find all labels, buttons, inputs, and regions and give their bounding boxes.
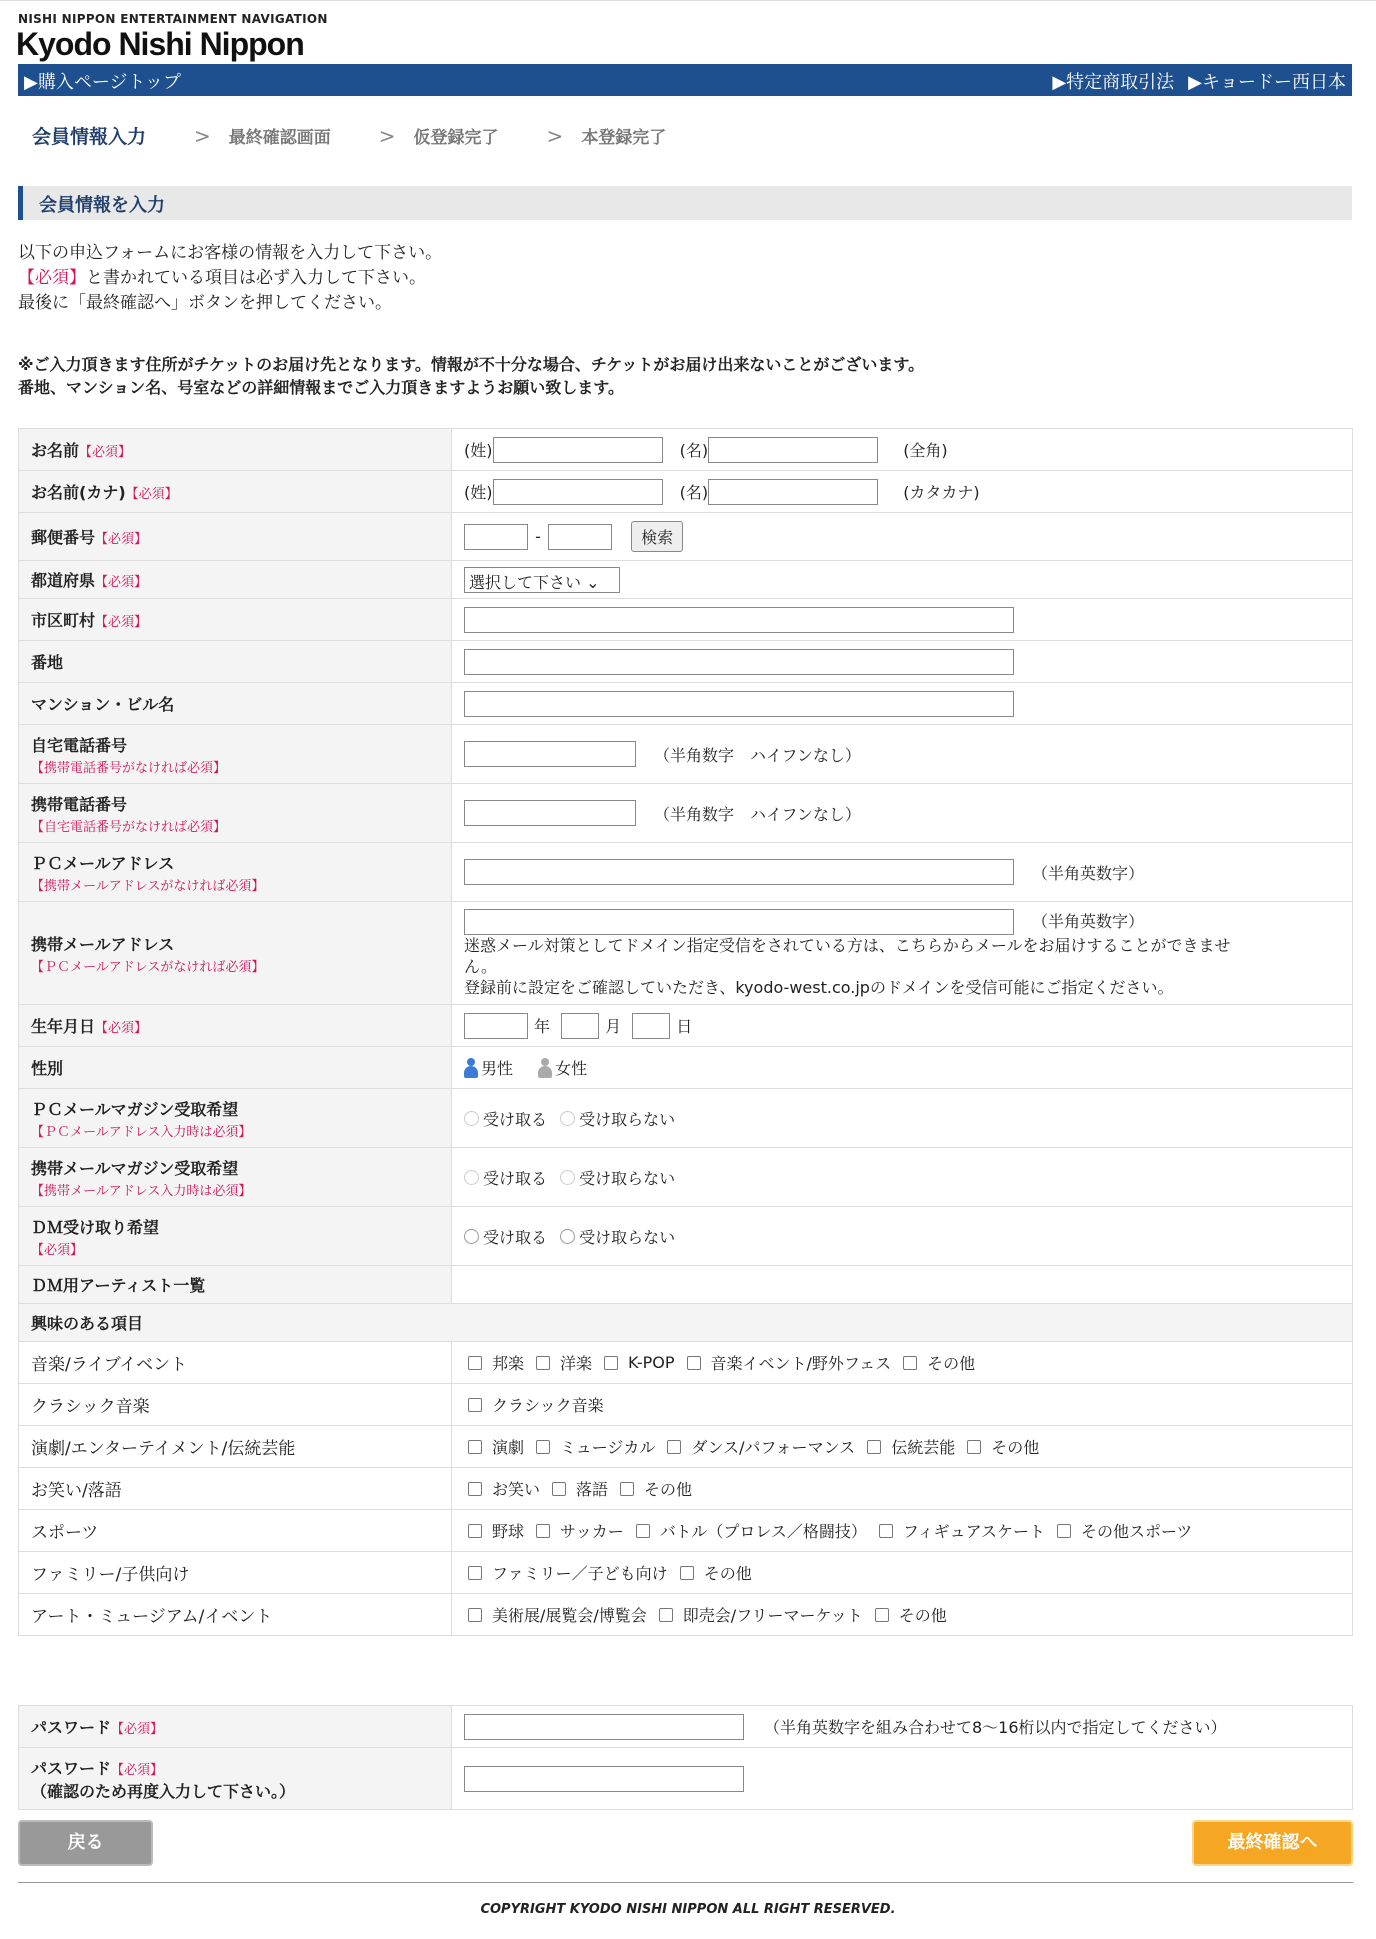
footer-divider	[18, 1882, 1353, 1883]
value-cell	[452, 561, 1353, 599]
row-mobile-mail	[19, 902, 1353, 1005]
required-tag: 【必須】	[18, 268, 86, 288]
brand-logo: Kyodo Nishi Nippon	[16, 26, 304, 62]
row-password	[19, 1706, 1353, 1748]
mobile-mail-input-line	[464, 909, 1340, 935]
step-separator: >	[194, 123, 211, 148]
field-label: ＰＣメールマガジン受取希望	[31, 1099, 239, 1119]
row-gender	[19, 1047, 1353, 1089]
interest-options	[452, 1552, 1353, 1594]
banchi-input[interactable]	[464, 649, 1014, 675]
row-banchi	[19, 641, 1353, 683]
mei-label: (名)	[679, 483, 709, 502]
interest-category: スポーツ	[19, 1510, 452, 1552]
label-cell	[19, 1748, 452, 1810]
member-form-table	[18, 428, 1353, 1636]
interest-option-label: その他	[927, 1354, 976, 1373]
interest-options	[452, 1510, 1353, 1552]
prefecture-selected: 選択して下さい	[469, 572, 582, 592]
required-tag: 【必須】	[95, 615, 148, 630]
mobile-mag-no-radio[interactable]	[560, 1170, 575, 1185]
mobile-tel-input[interactable]	[464, 800, 636, 826]
value-cell	[452, 902, 1353, 1005]
value-cell	[452, 843, 1353, 902]
interest-row	[19, 1552, 1353, 1594]
field-sublabel: 【必須】	[31, 1242, 84, 1258]
row-name	[19, 429, 1353, 471]
interest-row	[19, 1468, 1353, 1510]
year-label: 年	[534, 1017, 551, 1036]
dm-no-radio[interactable]	[560, 1229, 575, 1244]
required-tag: 【必須】	[111, 1762, 164, 1778]
last-name-kana-input[interactable]	[493, 479, 663, 505]
field-label: 市区町村	[31, 611, 96, 630]
field-label: 郵便番号	[31, 528, 96, 547]
interest-option-label: その他	[644, 1480, 693, 1499]
label-cell	[19, 1706, 452, 1748]
radio-label: 受け取らない	[579, 1168, 676, 1188]
value-cell	[452, 1148, 1353, 1207]
intro-line-rest: と書かれている項目は必ず入力して下さい。	[86, 268, 426, 288]
label-cell	[19, 843, 452, 902]
value-cell	[452, 683, 1353, 725]
interest-checkbox[interactable]	[468, 1566, 482, 1580]
birth-day-input[interactable]	[632, 1013, 670, 1039]
top-navbar	[18, 64, 1352, 96]
prefecture-select[interactable]	[464, 567, 620, 593]
address-notice	[18, 353, 924, 399]
value-cell	[452, 471, 1353, 513]
value-cell	[452, 513, 1353, 561]
month-label: 月	[605, 1017, 622, 1036]
pc-mail-input[interactable]	[464, 859, 1014, 885]
male-icon[interactable]	[464, 1058, 478, 1078]
label-cell	[19, 1207, 452, 1266]
interest-option-label: お笑い	[492, 1480, 541, 1499]
label-cell	[19, 725, 452, 784]
value-cell	[452, 429, 1353, 471]
sei-label: (姓)	[464, 483, 493, 502]
home-tel-input[interactable]	[464, 741, 636, 767]
field-sublabel: 【ＰＣメールアドレス入力時は必須】	[31, 1124, 252, 1140]
field-label: マンション・ビル名	[31, 695, 175, 714]
city-input[interactable]	[464, 607, 1014, 633]
field-label: 性別	[31, 1059, 64, 1078]
zip-first-input[interactable]	[464, 524, 528, 550]
sei-label: (姓)	[464, 441, 493, 460]
radio-label: 受け取らない	[579, 1109, 676, 1129]
nav-right-links	[1052, 68, 1346, 94]
interest-options	[452, 1342, 1353, 1384]
top-border	[0, 0, 1376, 6]
step-separator: >	[546, 123, 564, 148]
brand-tagline: NISHI NIPPON ENTERTAINMENT NAVIGATION	[18, 12, 328, 26]
label-cell	[19, 1089, 452, 1148]
field-note: （半角数字 ハイフンなし）	[654, 745, 861, 765]
required-tag: 【必須】	[125, 487, 178, 502]
interest-row	[19, 1384, 1353, 1426]
interest-option-label: 落語	[576, 1480, 609, 1499]
row-dm-artists	[19, 1266, 1353, 1304]
interests-header	[19, 1304, 1353, 1342]
interest-checkbox[interactable]	[620, 1482, 634, 1496]
interest-checkbox[interactable]	[468, 1482, 482, 1496]
label-cell	[19, 1266, 452, 1304]
interest-checkbox[interactable]	[879, 1524, 893, 1538]
radio-label: 受け取る	[483, 1168, 548, 1188]
password-confirm-input[interactable]	[464, 1766, 744, 1792]
building-input[interactable]	[464, 691, 1014, 717]
interest-option-label: 伝統芸能	[891, 1438, 956, 1457]
field-note: (全角)	[903, 441, 948, 460]
interest-checkbox[interactable]	[967, 1440, 981, 1454]
field-note: （半角英数字）	[1032, 863, 1145, 883]
interest-checkbox[interactable]	[680, 1566, 694, 1580]
row-birth	[19, 1005, 1353, 1047]
interest-options	[452, 1426, 1353, 1468]
final-confirm-button[interactable]: 最終確認へ	[1192, 1820, 1353, 1866]
nav-law-link[interactable]: ▶特定商取引法	[1052, 72, 1175, 93]
value-cell	[452, 641, 1353, 683]
interest-category: クラシック音楽	[19, 1384, 452, 1426]
radio-label: 受け取る	[483, 1227, 548, 1247]
value-cell	[452, 784, 1353, 843]
field-label: 興味のある項目	[31, 1314, 144, 1333]
chevron-down-icon: ⌄	[586, 572, 600, 592]
label-cell	[19, 683, 452, 725]
interest-option-label: バトル（プロレス／格闘技）	[659, 1522, 867, 1541]
copyright: COPYRIGHT KYODO NISHI NIPPON ALL RIGHT RESERVED.	[480, 1902, 896, 1917]
row-password-confirm	[19, 1748, 1353, 1810]
dm-yes-radio[interactable]	[464, 1229, 479, 1244]
mail-help-text: 登録前に設定をご確認していただき、kyodo-west.co.jpのドメインを受信可能にご指定ください。	[464, 977, 1174, 997]
value-cell	[452, 725, 1353, 784]
row-zip	[19, 513, 1353, 561]
birth-month-input[interactable]	[561, 1013, 599, 1039]
label-cell	[19, 1148, 452, 1207]
field-label: 携帯メールマガジン受取希望	[31, 1158, 239, 1178]
required-tag: 【必須】	[111, 1722, 164, 1737]
interest-option-label: K-POP	[628, 1353, 675, 1372]
field-sublabel: 【携帯電話番号がなければ必須】	[31, 760, 227, 776]
row-pref	[19, 561, 1353, 599]
row-home-tel	[19, 725, 1353, 784]
interest-checkbox[interactable]	[875, 1608, 889, 1622]
required-tag: 【必須】	[95, 575, 148, 590]
field-label: ＰＣメールアドレス	[31, 853, 175, 873]
intro-line: 以下の申込フォームにお客様の情報を入力して下さい。	[18, 243, 443, 263]
value-cell	[452, 1266, 1353, 1304]
field-label: 都道府県	[31, 571, 96, 590]
interest-category: ファミリー/子供向け	[19, 1552, 452, 1594]
interest-option-label: フィギュアスケート	[902, 1522, 1045, 1541]
interest-category: 演劇/エンターテイメント/伝統芸能	[19, 1426, 452, 1468]
row-interests-header	[19, 1304, 1353, 1342]
interest-option-label: その他	[991, 1438, 1040, 1457]
field-label: 生年月日	[31, 1017, 96, 1036]
field-note: (カタカナ)	[903, 483, 980, 502]
value-cell	[452, 1748, 1353, 1810]
step-confirm: 最終確認画面	[228, 128, 331, 148]
interest-checkbox[interactable]	[536, 1440, 550, 1454]
interest-rows	[19, 1342, 1353, 1636]
interest-checkbox[interactable]	[636, 1524, 650, 1538]
interest-checkbox[interactable]	[903, 1356, 917, 1370]
interest-option-label: その他	[703, 1564, 752, 1583]
gender-female-label[interactable]: 女性	[555, 1059, 588, 1078]
value-cell	[452, 1089, 1353, 1148]
field-label: パスワード	[31, 1758, 112, 1778]
progress-steps	[32, 122, 666, 149]
interest-option-label: その他	[898, 1606, 947, 1625]
field-label: ＤＭ受け取り希望	[31, 1217, 160, 1237]
step-separator: >	[378, 123, 396, 148]
interest-option-label: 演劇	[492, 1438, 525, 1457]
field-sublabel: 【携帯メールアドレス入力時は必須】	[31, 1183, 252, 1199]
value-cell	[452, 1047, 1353, 1089]
zip-search-button[interactable]: 検索	[631, 521, 683, 552]
section-title: 会員情報を入力	[18, 186, 1352, 220]
mobile-mail-input[interactable]	[464, 909, 1014, 935]
row-dm	[19, 1207, 1353, 1266]
row-mobile-tel	[19, 784, 1353, 843]
day-label: 日	[676, 1017, 693, 1036]
radio-label: 受け取る	[483, 1109, 548, 1129]
required-tag: 【必須】	[95, 532, 148, 547]
gender-male-label[interactable]: 男性	[481, 1059, 514, 1078]
row-city	[19, 599, 1353, 641]
field-sublabel: 【携帯メールアドレスがなければ必須】	[31, 878, 265, 894]
value-cell	[452, 599, 1353, 641]
interest-row	[19, 1594, 1353, 1636]
interest-checkbox[interactable]	[468, 1440, 482, 1454]
zip-second-input[interactable]	[548, 524, 612, 550]
intro-text	[18, 241, 442, 316]
field-label: パスワード	[31, 1718, 112, 1737]
mei-label: (名)	[679, 441, 709, 460]
interest-option-label: サッカー	[560, 1522, 624, 1541]
label-cell	[19, 471, 452, 513]
interest-checkbox[interactable]	[468, 1524, 482, 1538]
required-tag: 【必須】	[95, 1021, 148, 1036]
interest-category: アート・ミュージアム/イベント	[19, 1594, 452, 1636]
intro-line: 最後に「最終確認へ」ボタンを押してください。	[18, 293, 392, 313]
radio-label: 受け取らない	[579, 1227, 676, 1247]
interest-checkbox[interactable]	[468, 1398, 482, 1412]
field-label: 携帯電話番号	[31, 794, 128, 814]
interest-checkbox[interactable]	[468, 1356, 482, 1370]
nav-purchase-top-link[interactable]: ▶購入ページトップ	[24, 72, 181, 93]
notice-line: ※ご入力頂きます住所がチケットのお届け先となります。情報が不十分な場合、チケットがお届け出来ないことがございます。	[18, 355, 925, 374]
label-cell	[19, 429, 452, 471]
interest-option-label: 音楽イベント/野外フェス	[710, 1354, 892, 1373]
label-cell	[19, 1005, 452, 1047]
interest-category: 音楽/ライブイベント	[19, 1342, 452, 1384]
back-button[interactable]: 戻る	[18, 1820, 153, 1866]
interest-checkbox[interactable]	[604, 1356, 618, 1370]
label-cell	[19, 784, 452, 843]
zip-dash: -	[535, 527, 541, 546]
interest-checkbox[interactable]	[659, 1608, 673, 1622]
label-cell	[19, 513, 452, 561]
intro-line	[18, 266, 442, 291]
row-kana	[19, 471, 1353, 513]
interest-row	[19, 1426, 1353, 1468]
label-cell	[19, 561, 452, 599]
interest-option-label: クラシック音楽	[492, 1396, 604, 1415]
field-label: お名前(カナ)	[31, 483, 126, 502]
field-label: お名前	[31, 441, 80, 460]
interest-options	[452, 1384, 1353, 1426]
interest-row	[19, 1510, 1353, 1552]
interest-row	[19, 1342, 1353, 1384]
row-building	[19, 683, 1353, 725]
interest-checkbox[interactable]	[667, 1440, 681, 1454]
birth-year-input[interactable]	[464, 1013, 528, 1039]
notice-line: 番地、マンション名、号室などの詳細情報までご入力頂きますようお願い致します。	[18, 378, 625, 397]
required-tag: 【必須】	[79, 445, 132, 460]
field-note: （半角英数字）	[1032, 912, 1145, 931]
password-table	[18, 1705, 1353, 1810]
interest-option-label: 洋楽	[560, 1354, 593, 1373]
row-pc-mail	[19, 843, 1353, 902]
pc-mag-yes-radio[interactable]	[464, 1111, 479, 1126]
field-sublabel: （確認のため再度入力して下さい。）	[31, 1781, 296, 1801]
label-cell	[19, 599, 452, 641]
field-note: （半角英数字を組み合わせて8～16桁以内で指定してください）	[764, 1718, 1227, 1737]
mail-help-text: ん。	[464, 956, 497, 976]
label-cell	[19, 641, 452, 683]
interest-checkbox[interactable]	[536, 1524, 550, 1538]
interest-checkbox[interactable]	[468, 1608, 482, 1622]
interest-checkbox[interactable]	[536, 1356, 550, 1370]
field-note: （半角数字 ハイフンなし）	[654, 804, 861, 824]
interest-option-label: 美術展/展覧会/博覧会	[492, 1606, 647, 1625]
interest-option-label: 即売会/フリーマーケット	[682, 1606, 863, 1625]
value-cell	[452, 1005, 1353, 1047]
interest-checkbox[interactable]	[867, 1440, 881, 1454]
step-provisional: 仮登録完了	[413, 128, 499, 148]
field-sublabel: 【自宅電話番号がなければ必須】	[31, 819, 227, 835]
female-icon[interactable]	[538, 1058, 552, 1078]
value-cell	[452, 1706, 1353, 1748]
step-complete: 本登録完了	[581, 128, 667, 148]
step-current: 会員情報入力	[32, 126, 147, 148]
row-mobile-mag	[19, 1148, 1353, 1207]
mail-help-text: 迷惑メール対策としてドメイン指定受信をされている方は、こちらからメールをお届けすることができませ	[464, 935, 1231, 955]
interest-checkbox[interactable]	[1057, 1524, 1071, 1538]
interest-option-label: 野球	[492, 1522, 525, 1541]
interest-checkbox[interactable]	[552, 1482, 566, 1496]
interest-option-label: その他スポーツ	[1081, 1522, 1193, 1541]
field-sublabel: 【ＰＣメールアドレスがなければ必須】	[31, 959, 265, 975]
row-pc-mag	[19, 1089, 1353, 1148]
pc-mag-no-radio[interactable]	[560, 1111, 575, 1126]
interest-option-label: 邦楽	[492, 1354, 525, 1373]
first-name-input[interactable]	[708, 437, 878, 463]
first-name-kana-input[interactable]	[708, 479, 878, 505]
value-cell	[452, 1207, 1353, 1266]
interest-category: お笑い/落語	[19, 1468, 452, 1510]
interest-option-label: ミュージカル	[560, 1438, 656, 1457]
field-label: 自宅電話番号	[31, 735, 128, 755]
password-input[interactable]	[464, 1714, 744, 1740]
label-cell	[19, 902, 452, 1005]
interest-option-label: ダンス/パフォーマンス	[691, 1438, 856, 1457]
interest-checkbox[interactable]	[687, 1356, 701, 1370]
label-cell	[19, 1047, 452, 1089]
mobile-mag-yes-radio[interactable]	[464, 1170, 479, 1185]
interest-options	[452, 1468, 1353, 1510]
interest-option-label: ファミリー／子ども向け	[492, 1564, 668, 1583]
field-label: ＤＭ用アーティスト一覧	[31, 1276, 206, 1295]
field-label: 携帯メールアドレス	[31, 934, 175, 954]
field-label: 番地	[31, 653, 64, 672]
last-name-input[interactable]	[493, 437, 663, 463]
nav-company-link[interactable]: ▶キョードー西日本	[1188, 72, 1346, 93]
interest-options	[452, 1594, 1353, 1636]
